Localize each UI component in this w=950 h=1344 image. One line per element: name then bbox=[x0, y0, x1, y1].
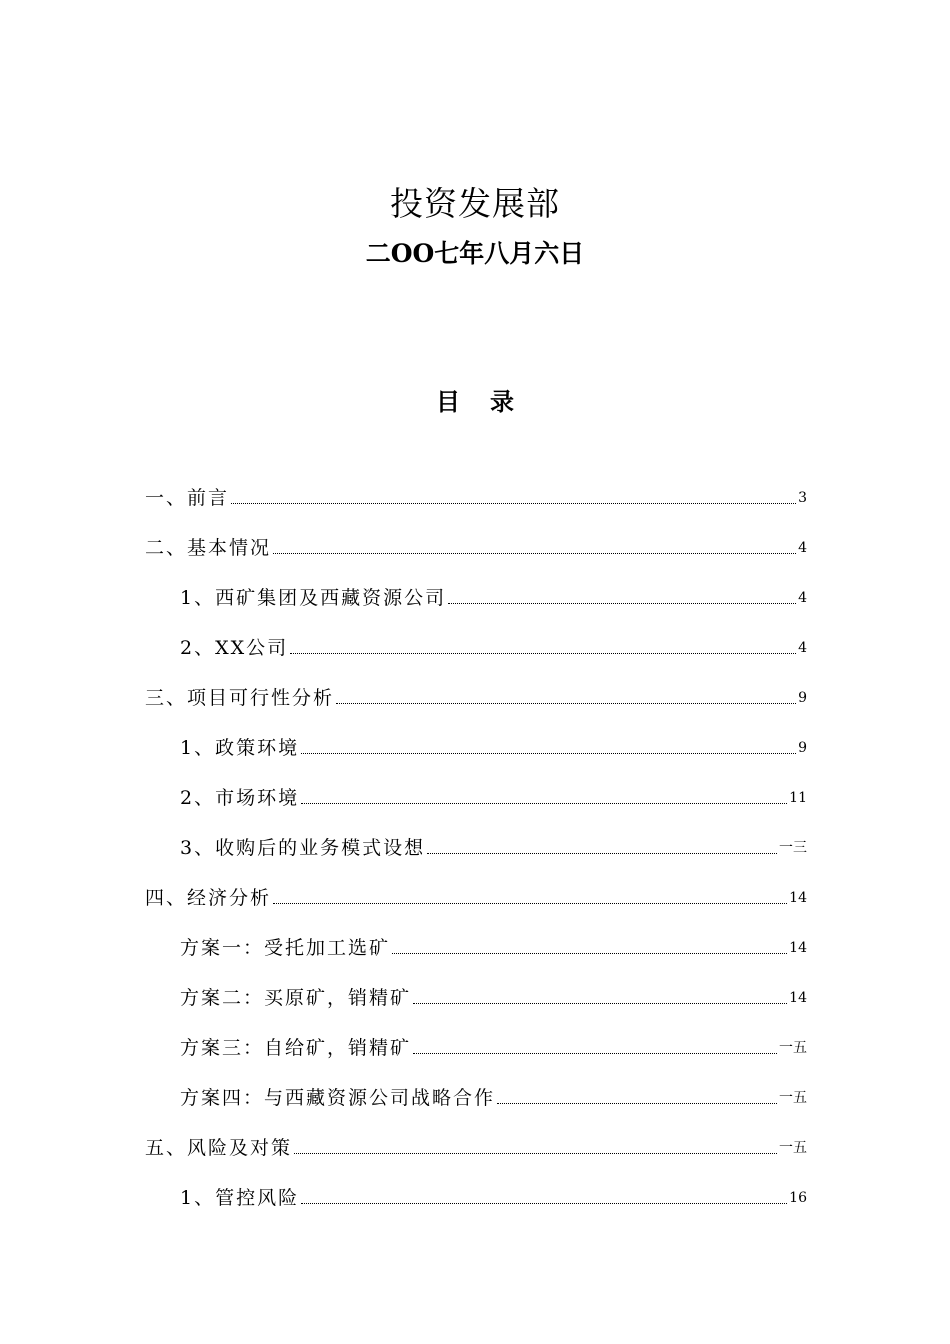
toc-entry-page: 11 bbox=[789, 790, 807, 806]
toc-entry[interactable] bbox=[180, 1030, 807, 1060]
toc-entry-page: 9 bbox=[798, 690, 807, 706]
toc-entry-page: 一五 bbox=[779, 1090, 807, 1106]
toc-title-left: 目 bbox=[436, 387, 460, 416]
dot-leader bbox=[392, 952, 787, 954]
toc-entry[interactable] bbox=[145, 880, 807, 910]
toc-entry[interactable] bbox=[180, 630, 807, 660]
toc-entry-page: 14 bbox=[789, 890, 807, 906]
toc-entry-label: 方案三：自给矿，销精矿 bbox=[180, 1037, 412, 1059]
toc-entry-label: 方案一：受托加工选矿 bbox=[180, 937, 391, 959]
dot-leader bbox=[301, 752, 796, 754]
toc-entry[interactable] bbox=[180, 980, 807, 1010]
toc-entry-label: 四、经济分析 bbox=[145, 887, 272, 909]
dot-leader bbox=[273, 552, 796, 554]
toc-entry-label: 1、政策环境 bbox=[180, 737, 300, 759]
dot-leader bbox=[301, 802, 787, 804]
toc-entry-label: 二、基本情况 bbox=[145, 537, 272, 559]
toc-entry-page: 14 bbox=[789, 990, 807, 1006]
dot-leader bbox=[427, 852, 777, 854]
toc-entry-page: 一三 bbox=[779, 840, 807, 856]
toc-entry[interactable] bbox=[145, 530, 807, 560]
toc-entry-label: 2、市场环境 bbox=[180, 787, 300, 809]
toc-entry-page: 一五 bbox=[779, 1040, 807, 1056]
toc-entry[interactable] bbox=[180, 1080, 807, 1110]
toc-entry[interactable] bbox=[145, 480, 807, 510]
toc-entry[interactable] bbox=[180, 580, 807, 610]
toc-entry-label: 三、项目可行性分析 bbox=[145, 687, 335, 709]
toc-entry-page: 9 bbox=[798, 740, 807, 756]
dot-leader bbox=[413, 1052, 777, 1054]
toc-entry-label: 3、收购后的业务模式设想 bbox=[180, 837, 426, 859]
dot-leader bbox=[294, 1152, 777, 1154]
toc-title bbox=[0, 382, 950, 417]
toc-entry[interactable] bbox=[180, 780, 807, 810]
toc-entry[interactable] bbox=[180, 830, 807, 860]
toc-entry[interactable] bbox=[180, 730, 807, 760]
toc-entry-page: 3 bbox=[798, 490, 807, 506]
department-title: 投资发展部 bbox=[390, 184, 560, 223]
toc-entry-page: 4 bbox=[798, 540, 807, 556]
toc-entry-page: 4 bbox=[798, 640, 807, 656]
dot-leader bbox=[336, 702, 796, 704]
dot-leader bbox=[290, 652, 796, 654]
toc-entry[interactable] bbox=[180, 930, 807, 960]
toc-entry[interactable] bbox=[145, 680, 807, 710]
dot-leader bbox=[273, 902, 787, 904]
dot-leader bbox=[231, 502, 796, 504]
dot-leader bbox=[413, 1002, 787, 1004]
toc-title-right: 录 bbox=[490, 387, 514, 416]
toc-entry-page: 4 bbox=[798, 590, 807, 606]
toc-entry-label: 1、西矿集团及西藏资源公司 bbox=[180, 587, 447, 609]
toc-entry-label: 方案四：与西藏资源公司战略合作 bbox=[180, 1087, 496, 1109]
toc-entry-page: 16 bbox=[789, 1190, 807, 1206]
toc-entry-label: 方案二：买原矿，销精矿 bbox=[180, 987, 412, 1009]
dot-leader bbox=[448, 602, 796, 604]
toc-entry-label: 五、风险及对策 bbox=[145, 1137, 293, 1159]
report-date: 二OO七年八月六日 bbox=[365, 239, 585, 268]
toc-entry[interactable] bbox=[180, 1180, 807, 1210]
toc-entry-label: 一、前言 bbox=[145, 487, 230, 509]
toc-entry[interactable] bbox=[145, 1130, 807, 1160]
dot-leader bbox=[497, 1102, 777, 1104]
toc-entry-page: 14 bbox=[789, 940, 807, 956]
toc-entry-label: 2、XX公司 bbox=[180, 637, 289, 659]
toc-entry-page: 一五 bbox=[779, 1140, 807, 1156]
dot-leader bbox=[301, 1202, 787, 1204]
toc-entry-label: 1、管控风险 bbox=[180, 1187, 300, 1209]
